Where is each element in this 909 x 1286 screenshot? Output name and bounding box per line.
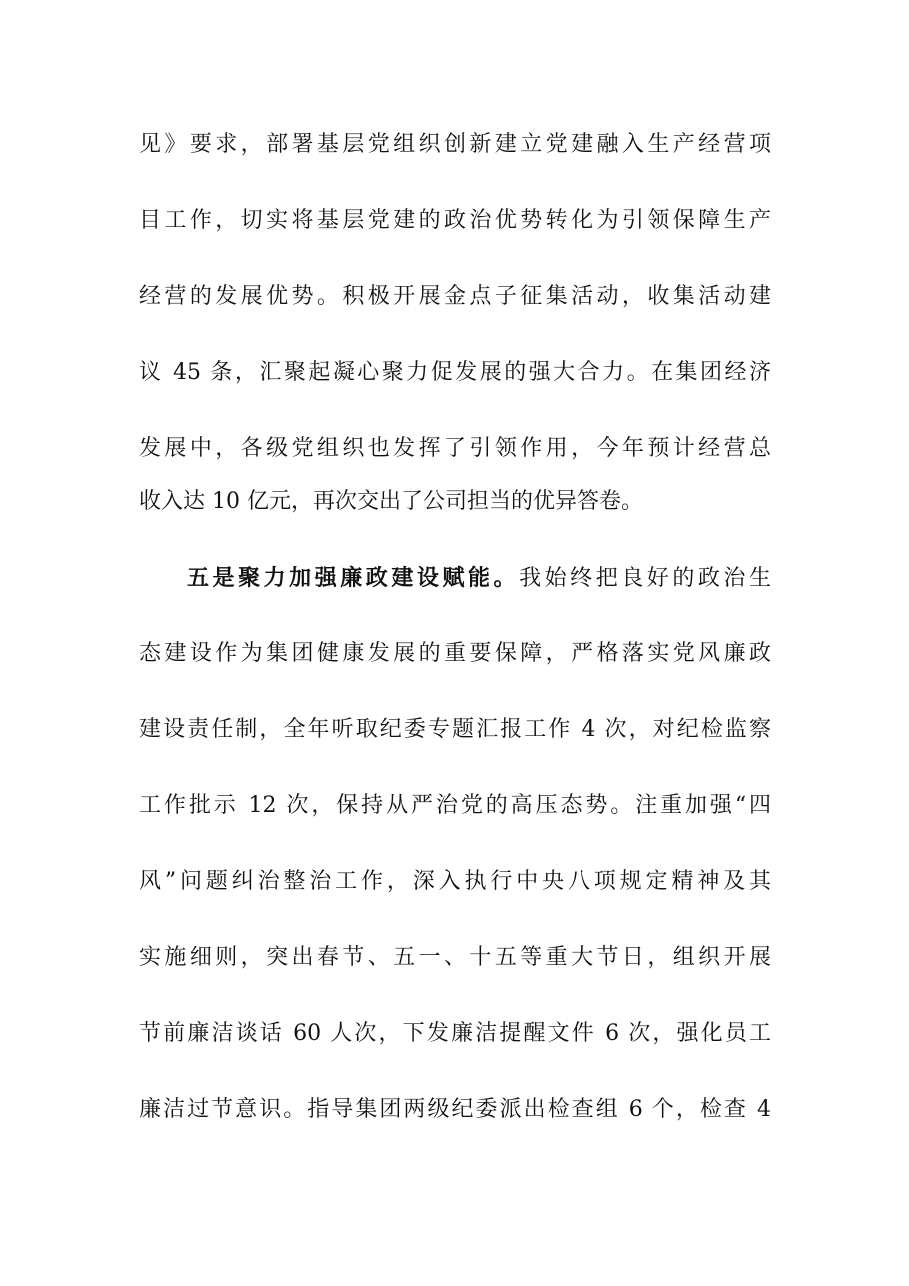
paragraph-line: 廉洁过节意识。指导集团两级纪委派出检查组 6 个，检查 4 (139, 1097, 771, 1122)
paragraph-line: 见》要求，部署基层党组织创新建立党建融入生产经营项 (139, 132, 771, 157)
paragraph-line: 实施细则，突出春节、五一、十五等重大节日，组织开展 (139, 945, 771, 970)
paragraph-line: 经营的发展优势。积极开展金点子征集活动，收集活动建 (139, 284, 771, 309)
section-heading: 五是聚力加强廉政建设赋能。 (187, 565, 520, 591)
paragraph-line: 风”问题纠治整治工作，深入执行中央八项规定精神及其 (139, 869, 771, 894)
paragraph-line: 目工作，切实将基层党建的政治优势转化为引领保障生产 (139, 208, 771, 233)
paragraph-first-line (187, 558, 771, 598)
paragraph-line: 议 45 条，汇聚起凝心聚力促发展的强大合力。在集团经济 (139, 360, 771, 385)
paragraph-text: 我始终把良好的政治生 (519, 566, 771, 591)
paragraph-line: 态建设作为集团健康发展的重要保障，严格落实党风廉政 (139, 641, 771, 666)
paragraph-line: 节前廉洁谈话 60 人次，下发廉洁提醒文件 6 次，强化员工 (139, 1021, 771, 1046)
paragraph-line: 发展中，各级党组织也发挥了引领作用，今年预计经营总 (139, 436, 771, 461)
paragraph-line: 建设责任制，全年听取纪委专题汇报工作 4 次，对纪检监察 (139, 717, 771, 742)
paragraph-line: 收入达 10 亿元，再次交出了公司担当的优异答卷。 (139, 489, 643, 514)
paragraph-line: 工作批示 12 次，保持从严治党的高压态势。注重加强“四 (139, 793, 771, 818)
